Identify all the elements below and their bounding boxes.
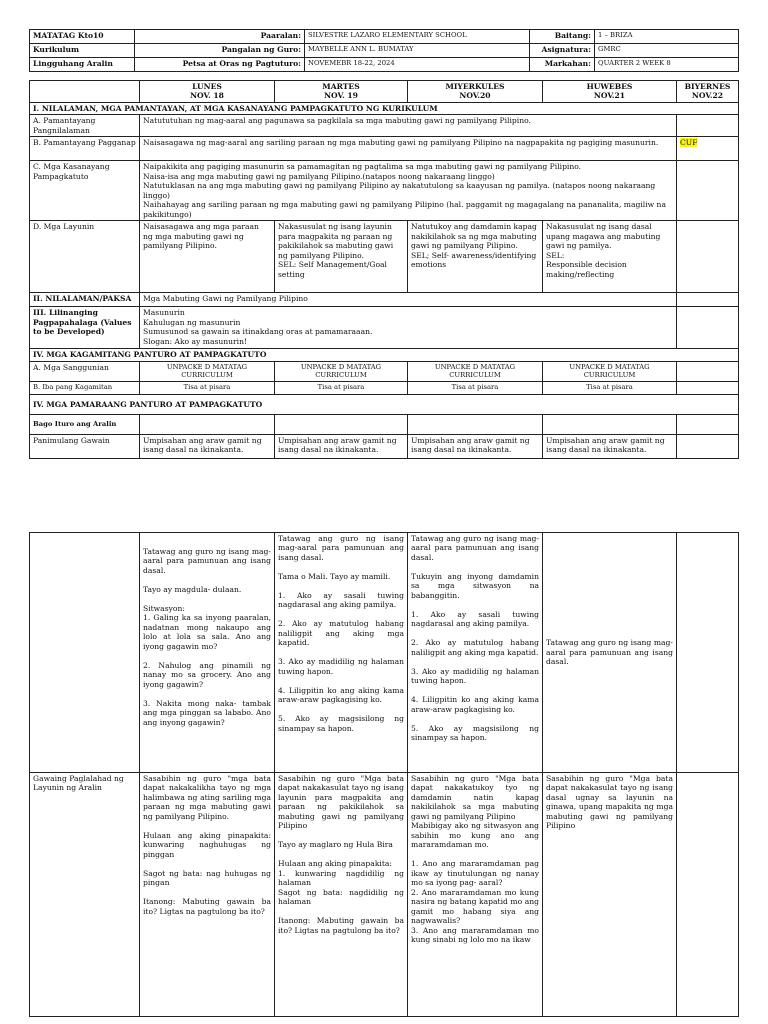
header-left-2: Kurikulum bbox=[30, 44, 135, 58]
day-cell: MARTES NOV. 19 bbox=[275, 81, 408, 103]
value-asignatura: GMRC bbox=[595, 44, 739, 58]
row-label-layunin: D. Mga Layunin bbox=[30, 221, 140, 293]
kagamitan-cell: Tisa at pisara bbox=[275, 381, 408, 394]
row-text-kasanayan: Naipakikita ang pagiging masunurin sa pamamagitan ng pagtalima sa mga mabuting gawi ng pamilyang Pilipino. Naisa-isa ang mga mabuting gawi ng pamilyang Pilipino.(natapos noong nakaraang linggo) Natutuklasan na ang mga mabuting gawi ng pamilyang Pilipino ay nakatutulong sa kaayusan ng pamilya. (natapos noong nakaraang linggo) Naihahayag ang sariling paraan ng mga mabuting gawi ng pamilyang Pilipino (hal. paggamit ng magagalang na pananalita, magiliw na pakikitungo) bbox=[140, 161, 677, 221]
activity-cell-huwebes: Tatawag ang guro ng isang mag-aaral para pamunuan ang isang dasal. bbox=[543, 533, 677, 773]
row-text-paksa: Mga Mabuting Gawi ng Pamilyang Pilipino bbox=[140, 293, 677, 307]
section-heading-5: IV. MGA PAMARAANG PANTURO AT PAMPAGKATUTO bbox=[30, 394, 739, 414]
row-label-kagamitan: B. Iba pang Kagamitan bbox=[30, 381, 140, 394]
value-paaralan: SILVESTRE LAZARO ELEMENTARY SCHOOL bbox=[305, 30, 530, 44]
value-guro: MAYBELLE ANN L. BUMATAY bbox=[305, 44, 530, 58]
gawain-cell-miyerkules: Sasabihin ng guro "Mga bata dapat nakakatukoy tyo ng damdamin natin kapag nakikilahok sa mga mabuting gawi ng pamilyang Pilipino Mabibigay ako ng sitwasyon ang sabihin mo kung ano ang mararamdaman mo. 1. Ano ang mararamdaman pag ikaw ay tinutulungan ng nanay mo sa iyong pag- aaral? 2. Ano mararamdaman mo kung nasira ng batang kapatid mo ang gamit mo habang siya ang nagwawalis? 3. Ano ang mararamdaman mo kung sinabi ng lolo mo na ikaw bbox=[408, 773, 543, 1017]
kagamitan-cell: Tisa at pisara bbox=[543, 381, 677, 394]
layunin-cell: Nakasusulat ng isang layunin para magpakita ng paraan ng pakikilahok sa mabuting gawi ng pamilyang Pilipino. SEL: Self Management/Goal setting bbox=[275, 221, 408, 293]
day-cell: HUWEBES NOV.21 bbox=[543, 81, 677, 103]
label-petsa: Petsa at Oras ng Pagtuturo: bbox=[135, 58, 305, 72]
bago-ituro-label: Bago Ituro ang Aralin bbox=[30, 414, 140, 434]
kagamitan-cell: Tisa at pisara bbox=[408, 381, 543, 394]
row-label-panimula: Panimulang Gawain bbox=[30, 434, 140, 458]
sanggunian-cell: UNPACKE D MATATAG CURRICULUM bbox=[408, 361, 543, 381]
lesson-plan-table bbox=[29, 80, 739, 459]
sanggunian-cell: UNPACKE D MATATAG CURRICULUM bbox=[275, 361, 408, 381]
activity-cell-miyerkules: Tatawag ang guro ng isang mag-aaral para pamunuan ang isang dasal. Tukuyin ang inyong damdamin sa mga sitwasyon na babanggitin. 1. Ako ay sasali tuwing nagdarasal ang aking pamilya. 2. Ako ay matutulog habang naliligpit ang aking mga kapatid. 3. Ako ay madidilig ng halaman tuwing hapon. 4. Liligpitin ko ang aking kama araw-araw pagkagising ko. 5. Ako ay magsisilong ng sinampay sa hapon. bbox=[408, 533, 543, 773]
row-text-pagganap: Naisasagawa ng mag-aaral ang sariling paraan ng mga mabuting gawi ng pamilyang Pilipino na nagpapakita ng pagiging masunurin. bbox=[140, 137, 677, 161]
row-label-pangnilalaman: A. Pamantayang Pangnilalaman bbox=[30, 115, 140, 137]
activity-cell-martes: Tatawag ang guro ng isang mag-aaral para pamunuan ang isang dasal. Tama o Mali. Tayo ay mamili. 1. Ako ay sasali tuwing nagdarasal ang aking pamilya. 2. Ako ay matutulog habang naliligpit ang aking mga kapatid. 3. Ako ay madidilig ng halaman tuwing hapon. 4. Liligpitin ko ang aking kama araw-araw pagkagising ko. 5. Ako ay magsisilong ng sinampay sa hapon. bbox=[275, 533, 408, 773]
activity-cell-lunes: Tatawag ang guro ng isang mag-aaral para pamunuan ang isang dasal. Tayo ay magdula- dulaan. Sitwasyon: 1. Galing ka sa inyong paaralan, nadatnan mong nakaupo ang lolo at lola sa sala. Ano ang iyong gagawin mo? 2. Nahulog ang pinamili ng nanay mo sa grocery. Ano ang iyong gagawin? 3. Nakita mong naka- tambak ang mga pinggan sa lababo. Ano ang inyong gagawin? bbox=[140, 533, 275, 773]
row-label-paksa: II. NILALAMAN/PAKSA bbox=[30, 293, 140, 307]
row-label-gawain: Gawaing Paglalahad ng Layunin ng Aralin bbox=[30, 773, 140, 1017]
lesson-plan-continuation bbox=[29, 532, 739, 1017]
sanggunian-cell: UNPACKE D MATATAG CURRICULUM bbox=[140, 361, 275, 381]
section-heading-4: IV. MGA KAGAMITANG PANTURO AT PAMPAGKATUTO bbox=[30, 349, 739, 361]
label-asignatura: Asignatura: bbox=[530, 44, 595, 58]
value-baitang: 1 – BRIZA bbox=[595, 30, 739, 44]
panimula-cell: Umpisahan ang araw gamit ng isang dasal na ikinakanta. bbox=[275, 434, 408, 458]
layunin-cell: Natutukoy ang damdamin kapag nakikilahok sa ng mga mabuting gawi ng pamilyang Pilipino. SEL; Self- awareness/identifying emotions bbox=[408, 221, 543, 293]
gawain-cell-huwebes: Sasabihin ng guro "Mga bata dapat nakakasulat tayo ng isang dasal ugnay sa layunin na ginawa, upang mapakita ng mga mabuting gawi ng pamilyang Pilipino bbox=[543, 773, 677, 1017]
kagamitan-cell: Tisa at pisara bbox=[140, 381, 275, 394]
days-row bbox=[30, 81, 739, 103]
sanggunian-cell: UNPACKE D MATATAG CURRICULUM bbox=[543, 361, 677, 381]
section-heading-1: I. NILALAMAN, MGA PAMANTAYAN, AT MGA KASANAYANG PAMPAGKATUTO NG KURIKULUM bbox=[30, 102, 739, 114]
gawain-cell-martes: Sasabihin ng guro "Mga bata dapat nakakasulat tayo ng isang layunin para magpakita ang paraan ng pakikilahok sa mabuting gawi ng pamilyang Pilipino Tayo ay maglaro ng Hula Bira Hulaan ang aking pinapakita: 1. kunwaring nagdidilig ng halaman Sagot ng bata: nagdidilig ng halaman Itanong: Mabuting gawain ba ito? Ligtas na pagtulong ba ito? bbox=[275, 773, 408, 1017]
panimula-cell: Umpisahan ang araw gamit ng isang dasal na ikinakanta. bbox=[140, 434, 275, 458]
row-label-pagpapahalaga: III. Lilinanging Pagpapahalaga (Values to be Developed) bbox=[30, 307, 140, 349]
row-text-pagpapahalaga: Masunurin Kahulugan ng masunurin Sumusunod sa gawain sa itinakdang oras at pamamaraaan. Slogan: Ako ay masunurin! bbox=[140, 307, 677, 349]
header-left-1: MATATAG Kto10 bbox=[30, 30, 135, 44]
header-table bbox=[29, 29, 739, 72]
header-left-3: Lingguhang Aralin bbox=[30, 58, 135, 72]
gawain-cell-lunes: Sasabihin ng guro "mga bata dapat nakakalikha tayo ng mga halimbawa ng ating sariling mga paraan ng mga mabuting gawi ng pamilyang Pilipino. Hulaan ang aking pinapakita: kunwaring naghuhugas ng pinggan Sagot ng bata: nag huhugas ng pingan Itanong: Mabuting gawain ba ito? Ligtas na pagtulong ba ito? bbox=[140, 773, 275, 1017]
row-label-sanggunian: A. Mga Sanggunian bbox=[30, 361, 140, 381]
days-corner bbox=[30, 81, 140, 103]
row-label-kasanayan: C. Mga Kasanayang Pampagkatuto bbox=[30, 161, 140, 221]
day-cell: BIYERNES NOV.22 bbox=[677, 81, 739, 103]
value-petsa: NOVEMEBR 18-22, 2024 bbox=[305, 58, 530, 72]
value-markahan: QUARTER 2 WEEK 8 bbox=[595, 58, 739, 72]
day-cell: LUNES NOV. 18 bbox=[140, 81, 275, 103]
panimula-cell: Umpisahan ang araw gamit ng isang dasal na ikinakanta. bbox=[408, 434, 543, 458]
label-guro: Pangalan ng Guro: bbox=[135, 44, 305, 58]
day-cell: MIYERKULES NOV.20 bbox=[408, 81, 543, 103]
label-paaralan: Paaralan: bbox=[135, 30, 305, 44]
panimula-cell: Umpisahan ang araw gamit ng isang dasal na ikinakanta. bbox=[543, 434, 677, 458]
label-markahan: Markahan: bbox=[530, 58, 595, 72]
label-baitang: Baitang: bbox=[530, 30, 595, 44]
layunin-cell: Nakasusulat ng isang dasal upang magawa ang mabuting gawi ng pamilya. SEL: Responsible decision making/reflecting bbox=[543, 221, 677, 293]
row-label-pagganap: B. Pamantayang Pagganap bbox=[30, 137, 140, 161]
note-highlight: CUF bbox=[680, 138, 698, 148]
row-text-pangnilalaman: Natututuhan ng mag-aaral ang pagunawa sa pagkilala sa mga mabuting gawi ng pamilyang Pilipino. bbox=[140, 115, 677, 137]
layunin-cell: Naisasagawa ang mga paraan ng mga mabuting gawi ng pamilyang Pilipino. bbox=[140, 221, 275, 293]
